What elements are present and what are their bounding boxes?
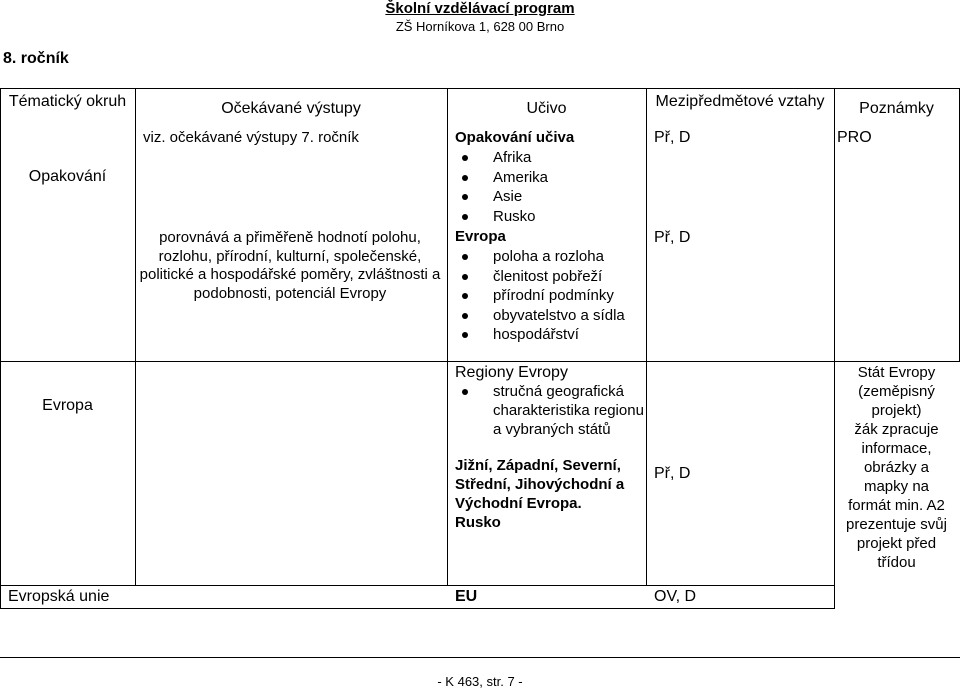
list-item: hospodářství: [455, 325, 645, 345]
content-eu: EU: [455, 588, 478, 605]
content-review-heading: Opakování učiva: [455, 129, 575, 146]
page-footer: - K 463, str. 7 -: [437, 674, 523, 689]
content-review: [455, 129, 645, 226]
list-item: obyvatelstvo a sídla: [455, 306, 645, 326]
list-item: přírodní podmínky: [455, 286, 645, 306]
note-pro: PRO: [837, 129, 872, 146]
note-line: prezentuje svůj: [846, 516, 947, 533]
topic-opakovani: Opakování: [28, 168, 107, 185]
content-regions: [455, 363, 645, 532]
list-item: Rusko: [455, 207, 645, 227]
note-line: formát min. A2: [848, 497, 945, 514]
note-line: mapky na: [863, 478, 930, 495]
note-line: žák zpracuje: [854, 421, 939, 438]
topic-evropa: Evropa: [42, 397, 93, 414]
header-content: Učivo: [526, 100, 567, 117]
header-topic: Tématický okruh: [8, 93, 127, 110]
content-regions-list: [455, 382, 645, 439]
header-notes: Poznámky: [859, 100, 934, 117]
cross-subject-3: Př, D: [654, 465, 691, 482]
grade-heading: 8. ročník: [3, 50, 69, 67]
school-address: ZŠ Horníkova 1, 628 00 Brno: [395, 19, 565, 34]
note-line: obrázky a: [863, 459, 930, 476]
note-line: třídou: [877, 554, 916, 571]
list-item: členitost pobřeží: [455, 267, 645, 287]
header-cross-subject: Mezipředmětové vztahy: [655, 93, 825, 110]
cross-subject-1: Př, D: [654, 129, 691, 146]
content-europe-heading: Evropa: [455, 228, 506, 245]
topic-evropska-unie: Evropská unie: [8, 588, 110, 605]
content-europe: [455, 228, 645, 345]
list-item: stručná geografická charakteristika regionu a vybraných států: [455, 382, 645, 439]
content-europe-list: [455, 247, 645, 345]
content-regions-bold: Jižní, Západní, Severní, Střední, Jihovýchodní a Východní Evropa.: [455, 457, 625, 512]
cross-subject-2: Př, D: [654, 229, 691, 246]
list-item: Asie: [455, 187, 645, 207]
list-item: poloha a rozloha: [455, 247, 645, 267]
note-project: [834, 363, 959, 572]
outcome-reference: viz. očekávané výstupy 7. ročník: [143, 129, 359, 146]
note-line: projekt): [871, 402, 922, 419]
content-review-list: [455, 148, 645, 226]
note-line: informace,: [861, 440, 932, 457]
header-outcomes: Očekávané výstupy: [221, 100, 361, 117]
cross-subject-4: OV, D: [654, 588, 697, 605]
note-line: (zeměpisný: [858, 383, 935, 400]
outcome-europe: porovnává a přiměřeně hodnotí polohu, rozlohu, přírodní, kulturní, společenské, politické a hospodářské poměry, zvláštnosti a podobnosti, potenciál Evropy: [139, 229, 441, 302]
list-item: Afrika: [455, 148, 645, 168]
content-regions-heading: Regiony Evropy: [455, 364, 568, 381]
content-regions-extra: Rusko: [455, 514, 501, 531]
list-item: Amerika: [455, 168, 645, 188]
note-line: projekt před: [856, 535, 937, 552]
note-line: Stát Evropy: [857, 364, 936, 381]
document-title: Školní vzdělávací program: [385, 0, 575, 17]
